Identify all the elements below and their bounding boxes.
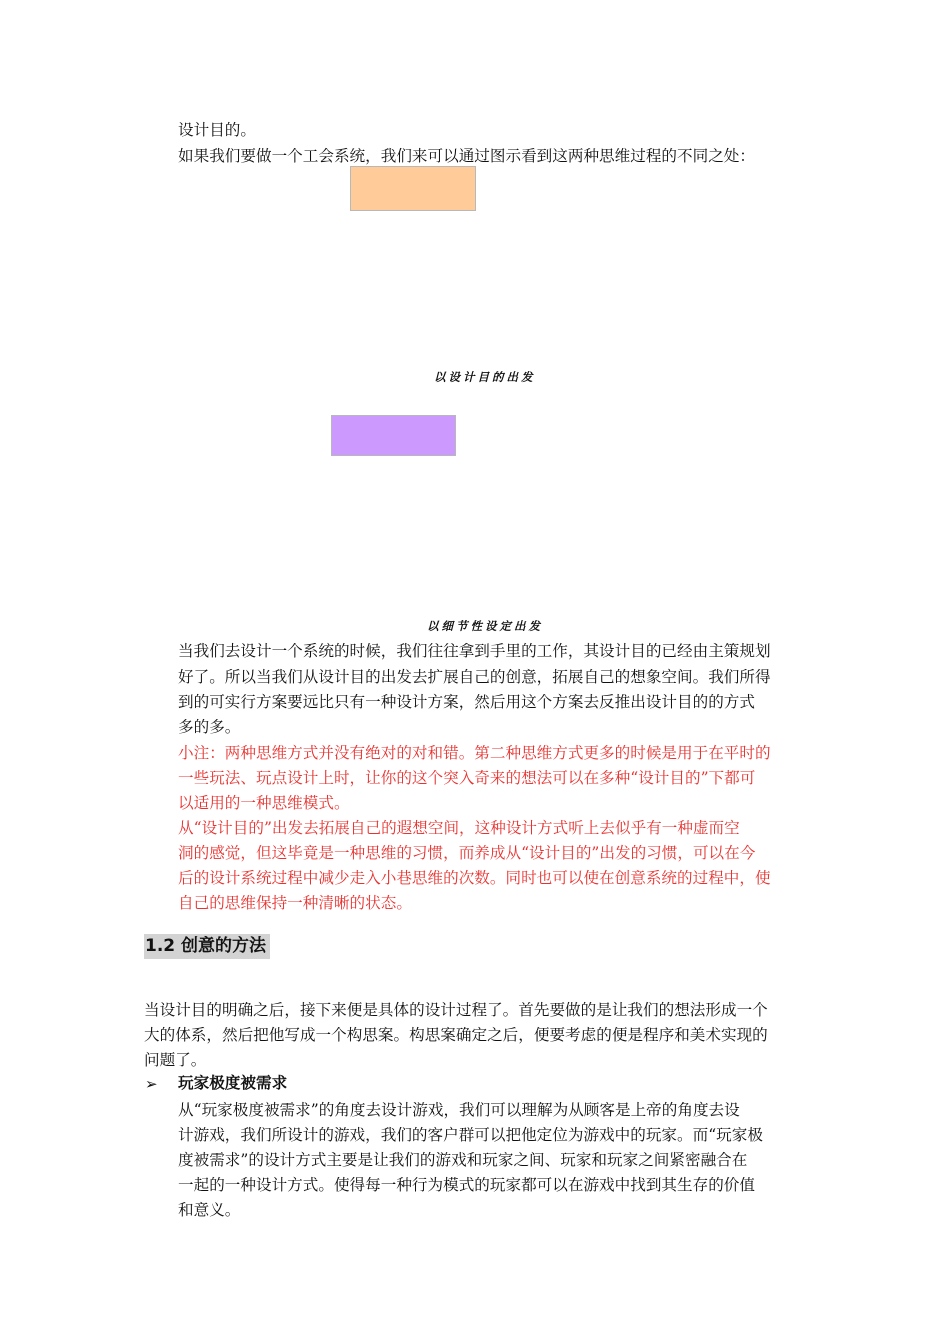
- para1-line: 好了。所以当我们从设计目的出发去扩展自己的创意，拓展自己的想象空间。我们所得: [178, 668, 771, 686]
- note-line: 以适用的一种思维模式。: [178, 794, 350, 812]
- section-heading: 1.2 创意的方法: [144, 934, 270, 959]
- note-line: 从“设计目的”出发去拓展自己的遐想空间，这种设计方式听上去似乎有一种虚而空: [178, 819, 740, 837]
- note-line: 一些玩法、玩点设计上时，让你的这个突入奇来的想法可以在多种“设计目的”下都可: [178, 769, 756, 787]
- para1-line: 当我们去设计一个系统的时候，我们往往拿到手里的工作，其设计目的已经由主策规划: [178, 642, 771, 660]
- para2-line: 当设计目的明确之后，接下来便是具体的设计过程了。首先要做的是让我们的想法形成一个: [144, 1001, 768, 1019]
- para2-line: 大的体系，然后把他写成一个构思案。构思案确定之后，便要考虑的便是程序和美术实现的: [144, 1026, 768, 1044]
- bullet-arrow-icon: ➢: [145, 1075, 158, 1093]
- para2-line: 问题了。: [144, 1051, 207, 1069]
- para1-line: 多的多。: [178, 718, 241, 736]
- bullet-line: 度被需求”的设计方式主要是让我们的游戏和玩家之间、玩家和玩家之间紧密融合在: [178, 1151, 748, 1169]
- diagram-caption-detail-setting: 以细节性设定出发: [427, 619, 543, 633]
- bullet-line: 计游戏，我们所设计的游戏，我们的客户群可以把他定位为游戏中的玩家。而“玩家极: [178, 1126, 763, 1144]
- intro-line-2: 如果我们要做一个工会系统，我们来可以通过图示看到这两种思维过程的不同之处：: [178, 147, 755, 165]
- design-goal-box: [350, 166, 476, 211]
- note-line: 洞的感觉，但这毕竟是一种思维的习惯，而养成从“设计目的”出发的习惯，可以在今: [178, 844, 756, 862]
- bullet-line: 从“玩家极度被需求”的角度去设计游戏，我们可以理解为从顾客是上帝的角度去设: [178, 1101, 740, 1119]
- para1-line: 到的可实行方案要远比只有一种设计方案，然后用这个方案去反推出设计目的的方式: [178, 693, 755, 711]
- note-line: 自己的思维保持一种清晰的状态。: [178, 894, 412, 912]
- note-line: 后的设计系统过程中减少走入小巷思维的次数。同时也可以使在创意系统的过程中，使: [178, 869, 771, 887]
- detail-setting-box: [331, 415, 456, 456]
- bullet-title: 玩家极度被需求: [178, 1073, 288, 1092]
- note-line: 小注：两种思维方式并没有绝对的对和错。第二种思维方式更多的时候是用于在平时的: [178, 744, 771, 762]
- bullet-line: 一起的一种设计方式。使得每一种行为模式的玩家都可以在游戏中找到其生存的价值: [178, 1176, 755, 1194]
- intro-line-1: 设计目的。: [178, 121, 256, 139]
- bullet-line: 和意义。: [178, 1201, 241, 1219]
- diagram-caption-design-goal: 以设计目的出发: [434, 370, 536, 384]
